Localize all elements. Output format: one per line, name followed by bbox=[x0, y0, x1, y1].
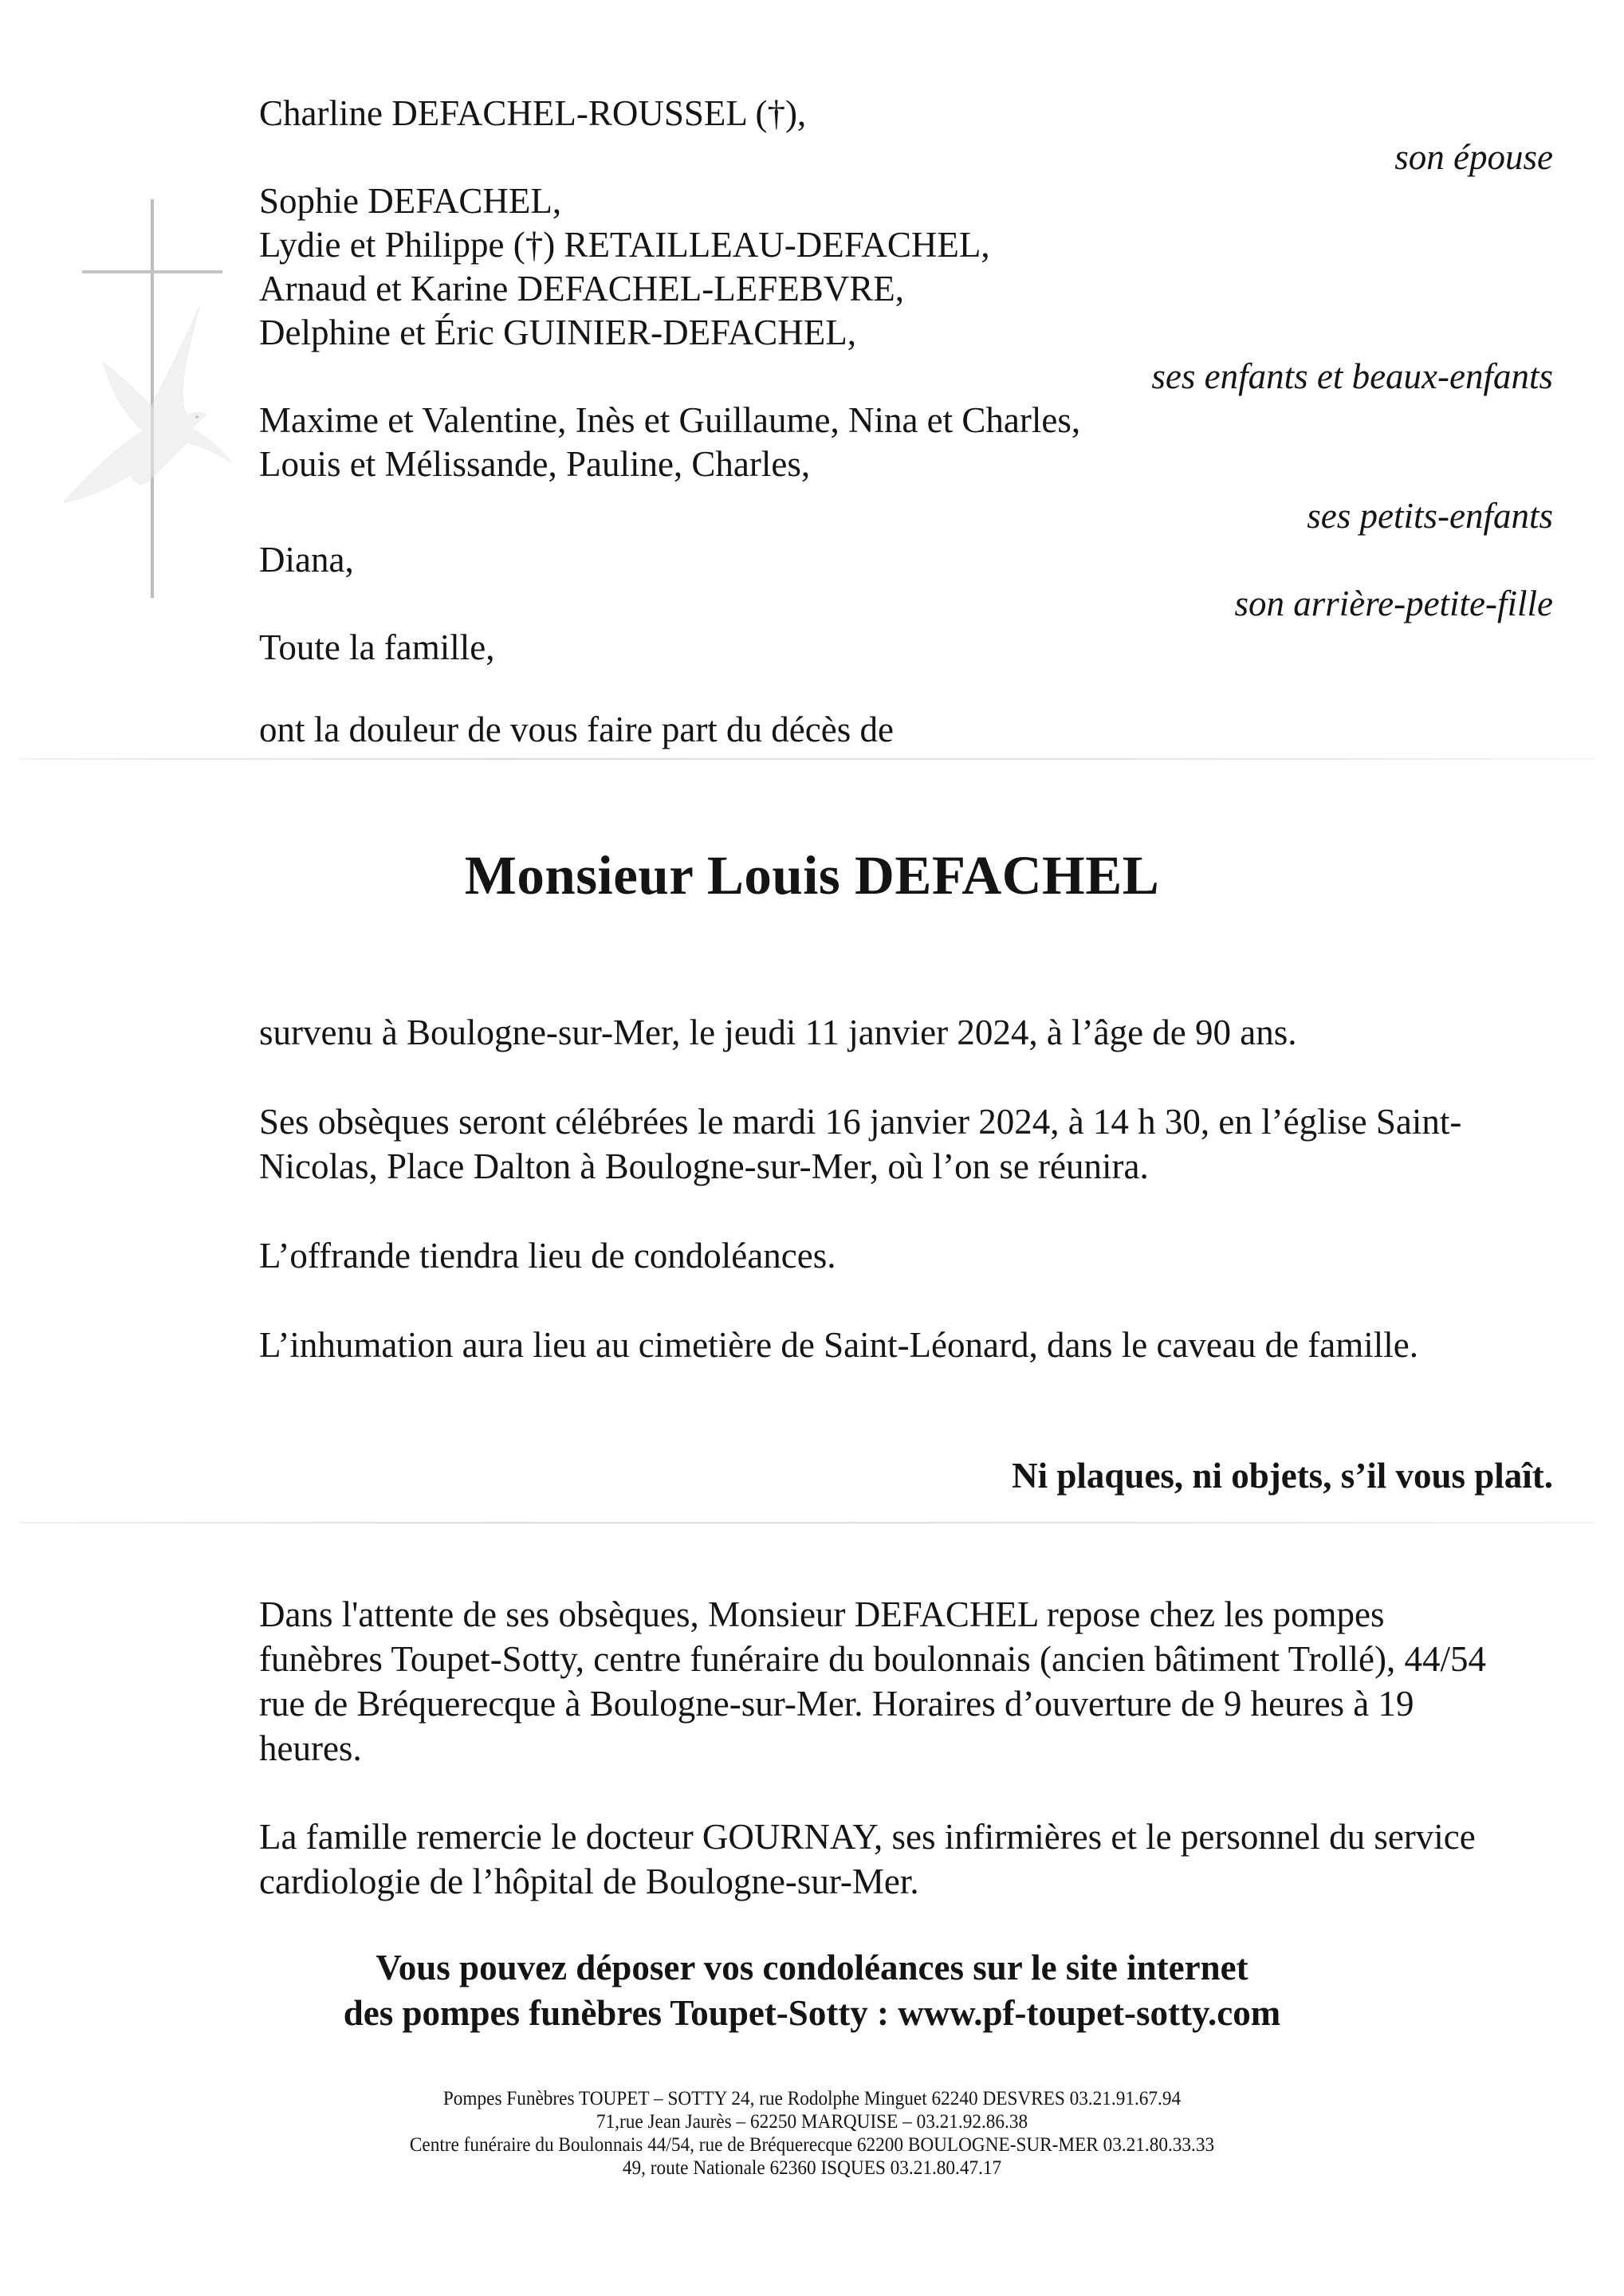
relation-children: ses enfants et beaux-enfants bbox=[1151, 356, 1553, 396]
relation-spouse: son épouse bbox=[1394, 137, 1553, 177]
relation-grandchildren: ses petits-enfants bbox=[1307, 496, 1553, 536]
great-grandchild-name: Diana, bbox=[259, 540, 354, 580]
death-details: survenu à Boulogne-sur-Mer, le jeudi 11 janvier 2024, à l’âge de 90 ans. bbox=[259, 1012, 1297, 1052]
child-name: Lydie et Philippe (†) RETAILLEAU-DEFACHEL, bbox=[259, 225, 990, 265]
thanks-line: La famille remercie le docteur GOURNAY, ses infirmières et le personnel du service bbox=[259, 1817, 1476, 1857]
announcement-text: ont la douleur de vous faire part du décès de bbox=[259, 710, 894, 749]
resting-place-line: funèbres Toupet-Sotty, centre funéraire du boulonnais (ancien bâtiment Trollé), 44/54 bbox=[259, 1639, 1486, 1679]
spouse-name: Charline DEFACHEL-ROUSSEL (†), bbox=[259, 93, 807, 133]
separator-line bbox=[20, 758, 1595, 760]
condolences-line: Vous pouvez déposer vos condoléances sur le site internet bbox=[376, 1948, 1248, 1987]
child-name: Arnaud et Karine DEFACHEL-LEFEBVRE, bbox=[259, 269, 905, 309]
resting-place-line: rue de Bréquerecque à Boulogne-sur-Mer. Horaires d’ouverture de 9 heures à 19 bbox=[259, 1684, 1414, 1724]
child-name: Sophie DEFACHEL, bbox=[259, 181, 562, 221]
grandchildren-names: Louis et Mélissande, Pauline, Charles, bbox=[259, 444, 811, 484]
footer-address: 49, route Nationale 62360 ISQUES 03.21.80.47.17 bbox=[622, 2157, 1002, 2179]
funeral-details: Ses obsèques seront célébrées le mardi 16 janvier 2024, à 14 h 30, en l’église Saint- bbox=[259, 1102, 1462, 1142]
dove-icon bbox=[64, 307, 231, 502]
offering-note: L’offrande tiendra lieu de condoléances. bbox=[259, 1236, 836, 1276]
separator-line bbox=[20, 1522, 1595, 1523]
funeral-home-footer bbox=[57, 2087, 1567, 2180]
whole-family: Toute la famille, bbox=[259, 627, 495, 667]
child-name: Delphine et Éric GUINIER-DEFACHEL, bbox=[259, 313, 856, 352]
footer-address: Pompes Funèbres TOUPET – SOTTY 24, rue Rodolphe Minguet 62240 DESVRES 03.21.91.67.94 bbox=[442, 2088, 1182, 2109]
condolences-website: des pompes funèbres Toupet-Sotty : www.pf-toupet-sotty.com bbox=[343, 1993, 1281, 2033]
deceased-name: Monsieur Louis DEFACHEL bbox=[464, 845, 1160, 906]
resting-place-line: Dans l'attente de ses obsèques, Monsieur DEFACHEL repose chez les pompes bbox=[259, 1594, 1385, 1634]
footer-address: Centre funéraire du Boulonnais 44/54, rue de Bréquerecque 62200 BOULOGNE-SUR-MER 03.21.80.33.33 bbox=[409, 2134, 1215, 2156]
cross-dove-decoration bbox=[32, 191, 255, 606]
relation-great-grandchild: son arrière-petite-fille bbox=[1234, 584, 1553, 623]
thanks-line: cardiologie de l’hôpital de Boulogne-sur-Mer. bbox=[259, 1862, 919, 1901]
no-plaques-request: Ni plaques, ni objets, s’il vous plaît. bbox=[1012, 1456, 1553, 1496]
grandchildren-names: Maxime et Valentine, Inès et Guillaume, Nina et Charles, bbox=[259, 400, 1081, 440]
funeral-details: Nicolas, Place Dalton à Boulogne-sur-Mer, où l’on se réunira. bbox=[259, 1146, 1149, 1186]
cross-icon bbox=[82, 199, 222, 598]
burial-details: L’inhumation aura lieu au cimetière de Saint-Léonard, dans le caveau de famille. bbox=[259, 1325, 1418, 1365]
resting-place-line: heures. bbox=[259, 1728, 362, 1768]
footer-address: 71,rue Jean Jaurès – 62250 MARQUISE – 03.21.92.86.38 bbox=[596, 2111, 1028, 2133]
